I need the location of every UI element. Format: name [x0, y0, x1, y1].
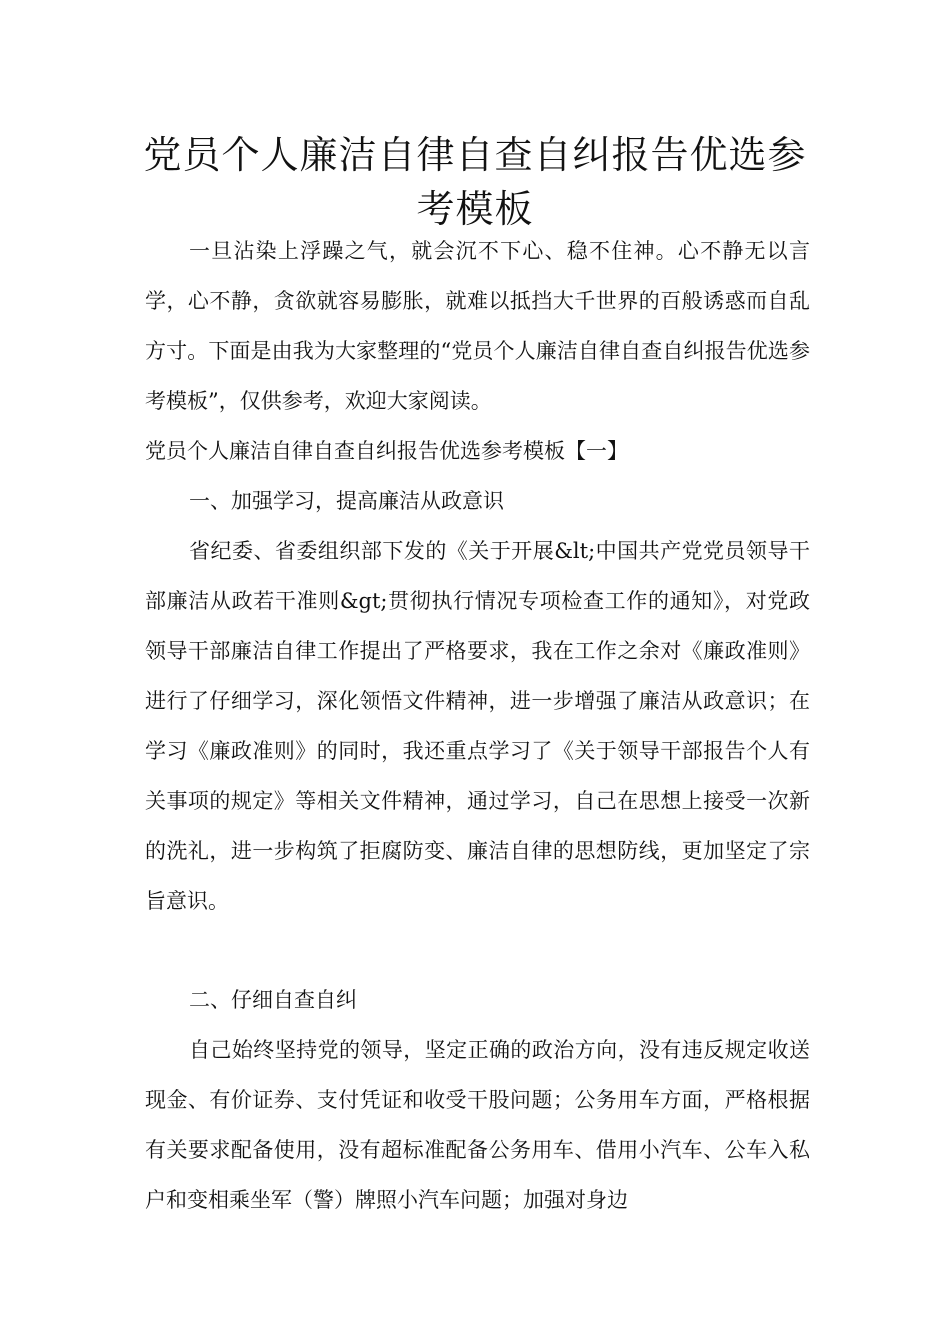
intro-paragraph: 一旦沾染上浮躁之气，就会沉不下心、稳不住神。心不静无以言学，心不静，贪欲就容易膨胀，就难以抵挡大千世界的百般诱惑而自乱方寸。下面是由我为大家整理的“党员个人廉洁自律自查自纠报告优选参考模板”，仅供参考，欢迎大家阅读。: [145, 239, 810, 413]
section-title: 党员个人廉洁自律自查自纠报告优选参考模板【一】: [145, 439, 628, 463]
heading-two: 二、仔细自查自纠: [189, 988, 357, 1012]
paragraph-one: 省纪委、省委组织部下发的《关于开展&lt;中国共产党党员领导干部廉洁从政若干准则&gt;贯彻执行情况专项检查工作的通知》，对党政领导干部廉洁自律工作提出了严格要求，我在工作之余对《廉政准则》进行了仔细学习，深化领悟文件精神，进一步增强了廉洁从政意识；在学习《廉政准则》的同时，我还重点学习了《关于领导干部报告个人有关事项的规定》等相关文件精神，通过学习，自己在思想上接受一次新的洗礼，进一步构筑了拒腐防变、廉洁自律的思想防线，更加坚定了宗旨意识。: [145, 539, 810, 913]
heading-one: 一、加强学习，提高廉洁从政意识: [189, 489, 504, 513]
document-title: 党员个人廉洁自律自查自纠报告优选参考模板: [143, 133, 807, 231]
paragraph-two: 自己始终坚持党的领导，坚定正确的政治方向，没有违反规定收送现金、有价证券、支付凭证和收受干股问题；公务用车方面，严格根据有关要求配备使用，没有超标准配备公务用车、借用小汽车、公车入私户和变相乘坐军（警）牌照小汽车问题；加强对身边: [145, 1038, 810, 1212]
